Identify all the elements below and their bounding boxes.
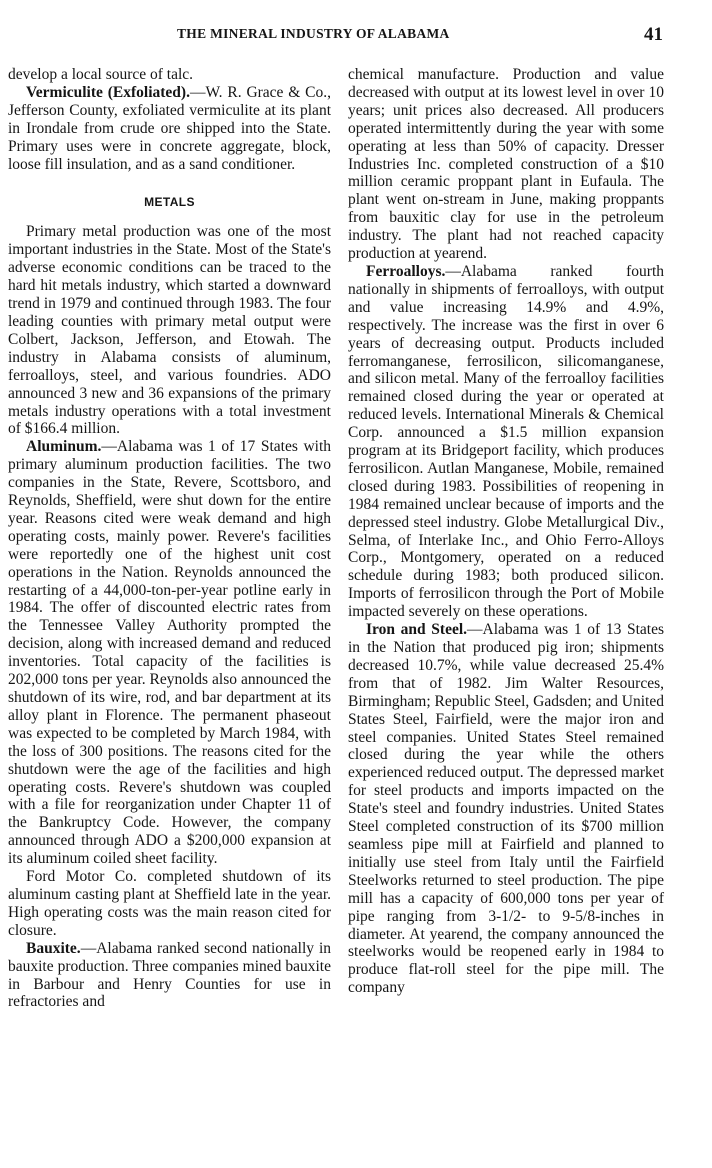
paragraph-text: —Alabama was 1 of 13 States in the Nation that produced pig iron; shipments decreased 10.7%, while value decreased 25.4% from that of 1982. Jim Walter Resources, Birmingham; Republic Steel, Gadsden; and United States Steel, Fairfield, were the major iron and steel companies. United States Steel remained closed during the year while the others experienced reduced output. The depressed market for steel products and imports impacted on the State's steel and foundry industries. United States Steel completed construction of its $700 million seamless pipe mill at Fairfield and planned to initially use steel from Italy until the Fairfield Steelworks returned to steel production. The pipe mill has a capacity of 600,000 tons per year of pipe ranging from 3-1/2- to 9-5/8-inches in diameter. At yearend, the company announced the steelworks would be reopened early in 1984 to produce flat-roll steel for the pipe mill. The company <box>348 621 664 997</box>
bauxite-continuation-paragraph <box>348 66 664 263</box>
bauxite-paragraph <box>8 940 331 1012</box>
iron-steel-paragraph <box>348 621 664 997</box>
running-title: THE MINERAL INDUSTRY OF ALABAMA <box>177 26 450 41</box>
paragraph-text: —Alabama ranked second nationally in bauxite production. Three companies mined bauxite in Barbour and Henry Counties for use in refractories and <box>8 939 331 1011</box>
paragraph-text: chemical manufacture. Production and value decreased with output at its lowest level in over 10 years; unit prices also decreased. All producers operated intermittently during the year with some operating at less than 50% of capacity. Dresser Industries Inc. completed construction of a $10 million ceramic proppant plant in Eufaula. The plant went on-stream in June, making proppants from bauxitic clay for use in the petroleum industry. The plant had not reached capacity production at yearend. <box>348 66 664 263</box>
aluminum-heading: Aluminum. <box>26 438 102 456</box>
paragraph-text: —Alabama ranked fourth nationally in shipments of ferroalloys, with output and value increasing 14.9% and 4.9%, respectively. The increase was the first in over 6 years of decreasing output. Products included ferromanganese, ferrosilicon, silicomanganese, and silicon metal. Many of the ferroalloy facilities remained closed during the year or operated at reduced levels. International Minerals & Chemical Corp. announced a $1.5 million expansion program at its Bridgeport facility, which produces ferrosilicon. Autlan Manganese, Mobile, remained closed during 1983. Possibilities of reopening in 1984 remained unclear because of imports and the depressed steel industry. Globe Metallurgical Div., Selma, of Interlake Inc., and Ohio Ferro-Alloys Corp., Montgomery, operated on a reduced schedule during 1983; both produced silicon. Imports of ferrosilicon through the Port of Mobile impacted severely on these operations. <box>348 262 664 621</box>
vermiculite-heading: Vermiculite (Exfoliated). <box>26 83 190 101</box>
paragraph-text: develop a local source of talc. <box>8 66 194 83</box>
section-heading-metals: METALS <box>144 195 195 210</box>
paragraph-text: Primary metal production was one of the most important industries in the State. Most of the State's adverse economic conditions can be traced to the hard hit metals industry, which started a downward trend in 1979 and continued through 1983. The four leading counties with primary metal output were Colbert, Jackson, Jefferson, and Etowah. The industry in Alabama consists of aluminum, ferroalloys, steel, and various foundries. ADO announced 3 new and 36 expansions of the primary metals industry operations with a total investment of $166.4 million. <box>8 223 331 438</box>
metals-intro-paragraph <box>8 223 331 438</box>
aluminum-paragraph <box>8 438 331 868</box>
paragraph-text: —W. R. Grace & Co., Jefferson County, exfoliated vermiculite at its plant in Irondale from crude ore shipped into the State. Primary uses were in concrete aggregate, block, loose fill insulation, and as a sand conditioner. <box>8 83 332 173</box>
ford-paragraph <box>8 868 331 940</box>
paragraph-text: —Alabama was 1 of 17 States with primary aluminum production facilities. The two companies in the State, Revere, Scottsboro, and Reynolds, Sheffield, were shut down for the entire year. Reasons cited were weak demand and high operating costs, mainly power. Revere's facilities were reportedly one of the highest unit cost operations in the Nation. Reynolds announced the restarting of a 44,000-ton-per-year potline early in 1984. The offer of discounted electric rates from the Tennessee Valley Authority prompted the decision, along with increased demand and reduced inventories. Total capacity of the facilities is 202,000 tons per year. Reynolds also announced the shutdown of its wire, rod, and bar department at its alloy plant in Florence. The permanent phaseout was expected to be completed by March 1984, with the loss of 300 positions. The reasons cited for the shutdown were the age of the facilities and high operating costs. Revere's shutdown was coupled with a file for reorganization under Chapter 11 of the Bankruptcy Code. However, the company announced through ADO a $200,000 expansion at its aluminum coiled sheet facility. <box>8 438 331 868</box>
ferroalloys-heading: Ferroalloys. <box>366 262 446 280</box>
page-number: 41 <box>644 24 663 45</box>
ferroalloys-paragraph <box>348 263 664 621</box>
bauxite-heading: Bauxite. <box>26 939 81 957</box>
talc-continuation-paragraph <box>8 66 331 84</box>
iron-steel-heading: Iron and Steel. <box>366 621 468 639</box>
vermiculite-paragraph <box>8 84 331 174</box>
page-header <box>0 24 712 54</box>
left-column <box>8 66 331 1011</box>
paragraph-text: Ford Motor Co. completed shutdown of its aluminum casting plant at Sheffield late in the year. High operating costs was the main reason cited for closure. <box>8 868 331 939</box>
right-column <box>348 66 664 997</box>
